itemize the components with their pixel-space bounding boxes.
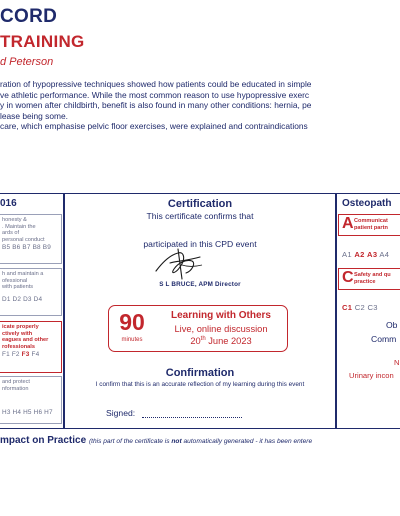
intro-paragraph xyxy=(0,79,400,132)
standard-text: honesty & xyxy=(2,217,27,223)
presenter-name: d Peterson xyxy=(0,56,54,68)
osteopath-standards-title: Osteopath xyxy=(342,198,392,209)
communication-label: Comm xyxy=(371,334,397,344)
signature-line[interactable] xyxy=(142,417,242,418)
standard-box-f xyxy=(0,321,62,373)
minutes-value: 90 xyxy=(119,309,145,335)
standard-letter-c: C xyxy=(342,269,354,286)
director-signature xyxy=(152,245,208,281)
standard-text: with patients xyxy=(2,284,34,291)
minutes-label: minutes xyxy=(121,337,143,343)
standard-box-h xyxy=(0,376,62,424)
confirmation-text: I confirm that this is an accurate reflection of my learning during this event xyxy=(95,381,305,388)
training-title: TRAINING xyxy=(0,32,85,51)
standard-codes: H3 H4 H5 H6 H7 xyxy=(2,409,53,417)
standard-letter-a: A xyxy=(342,215,354,232)
event-title: Learning with Others xyxy=(170,310,271,321)
standard-text: Communicat xyxy=(354,218,388,224)
event-day-suffix: th xyxy=(200,336,206,342)
intro-line: y in women after childbirth, benefit is also found in many other conditions: hernia, pe xyxy=(0,100,312,110)
standard-text: ofessional xyxy=(2,277,28,284)
selected-code-f3: F3 xyxy=(21,351,30,359)
event-day: 20 xyxy=(190,336,201,347)
event-month-year: June 2023 xyxy=(205,336,252,347)
intro-line: care, which emphasise pelvic floor exercises, were explained and contraindications xyxy=(0,121,308,131)
intro-line: lease being some. xyxy=(0,110,68,121)
standard-text: practice xyxy=(354,279,376,285)
selected-code-a3: A3 xyxy=(367,250,378,259)
standard-codes-a xyxy=(342,250,389,259)
code-a1: A1 xyxy=(342,250,352,259)
intro-line: ve athletic performance. While the most common reason to use hypopressive exerc xyxy=(0,89,310,100)
standard-codes: B5 B6 B7 B8 B9 xyxy=(2,244,51,252)
code-c3: C3 xyxy=(367,303,378,312)
code-c2: C2 xyxy=(354,303,366,312)
selected-code-c1: C1 xyxy=(342,303,353,312)
record-title: CORD xyxy=(0,6,58,27)
standard-text: nformation xyxy=(2,385,29,392)
signed-label: Signed: xyxy=(106,408,136,418)
standard-box-b xyxy=(0,214,62,264)
event-format: Live, online discussion xyxy=(174,324,268,334)
certification-heading: Certification xyxy=(167,198,233,210)
standard-codes: D1 D2 D3 D4 xyxy=(2,295,43,303)
event-details-box xyxy=(108,305,288,352)
impact-on-practice-heading xyxy=(0,435,312,446)
certificate-center xyxy=(64,193,336,429)
event-date xyxy=(155,336,287,346)
standard-text: ards of xyxy=(2,230,20,237)
standard-box-d xyxy=(0,268,62,316)
note-letter: N xyxy=(394,358,400,367)
standard-text: Safety and qu xyxy=(354,272,391,278)
confirmation-heading: Confirmation xyxy=(165,367,235,379)
standard-box-a xyxy=(338,214,400,236)
standard-text: . Maintain the xyxy=(2,223,36,230)
standard-text: rofessionals xyxy=(2,343,35,350)
participation-text: participated in this CPD event xyxy=(143,239,257,249)
certification-subheading: This certificate confirms that xyxy=(146,211,254,221)
standard-text: icate properly xyxy=(2,324,39,330)
standards-year-title: 016 xyxy=(0,198,17,209)
standard-text: h and maintain a xyxy=(2,271,44,277)
intro-line: ration of hypopressive techniques showed how patients could be educated in simple xyxy=(0,79,312,89)
standard-text: patient partn xyxy=(354,225,388,231)
urinary-topic: Urinary incon xyxy=(349,371,394,380)
impact-note: (this part of the certificate is not automatically generated - it has been entere xyxy=(88,438,313,445)
code-a4: A4 xyxy=(379,250,390,259)
standard-text: personal conduct xyxy=(2,236,45,243)
director-name: S L BRUCE, APM Director xyxy=(159,281,241,288)
standard-codes-c xyxy=(342,303,378,312)
standard-text: ctively with xyxy=(2,330,33,337)
standard-codes-f: F1 F2 F3 F4 xyxy=(2,351,40,359)
standard-text: eagues and other xyxy=(2,337,49,344)
impact-title: mpact on Practice xyxy=(0,435,87,446)
standard-text: and protect xyxy=(2,379,30,385)
objectives-label: Ob xyxy=(386,320,398,330)
standard-box-c xyxy=(338,268,400,290)
selected-code-a2: A2 xyxy=(354,250,365,259)
